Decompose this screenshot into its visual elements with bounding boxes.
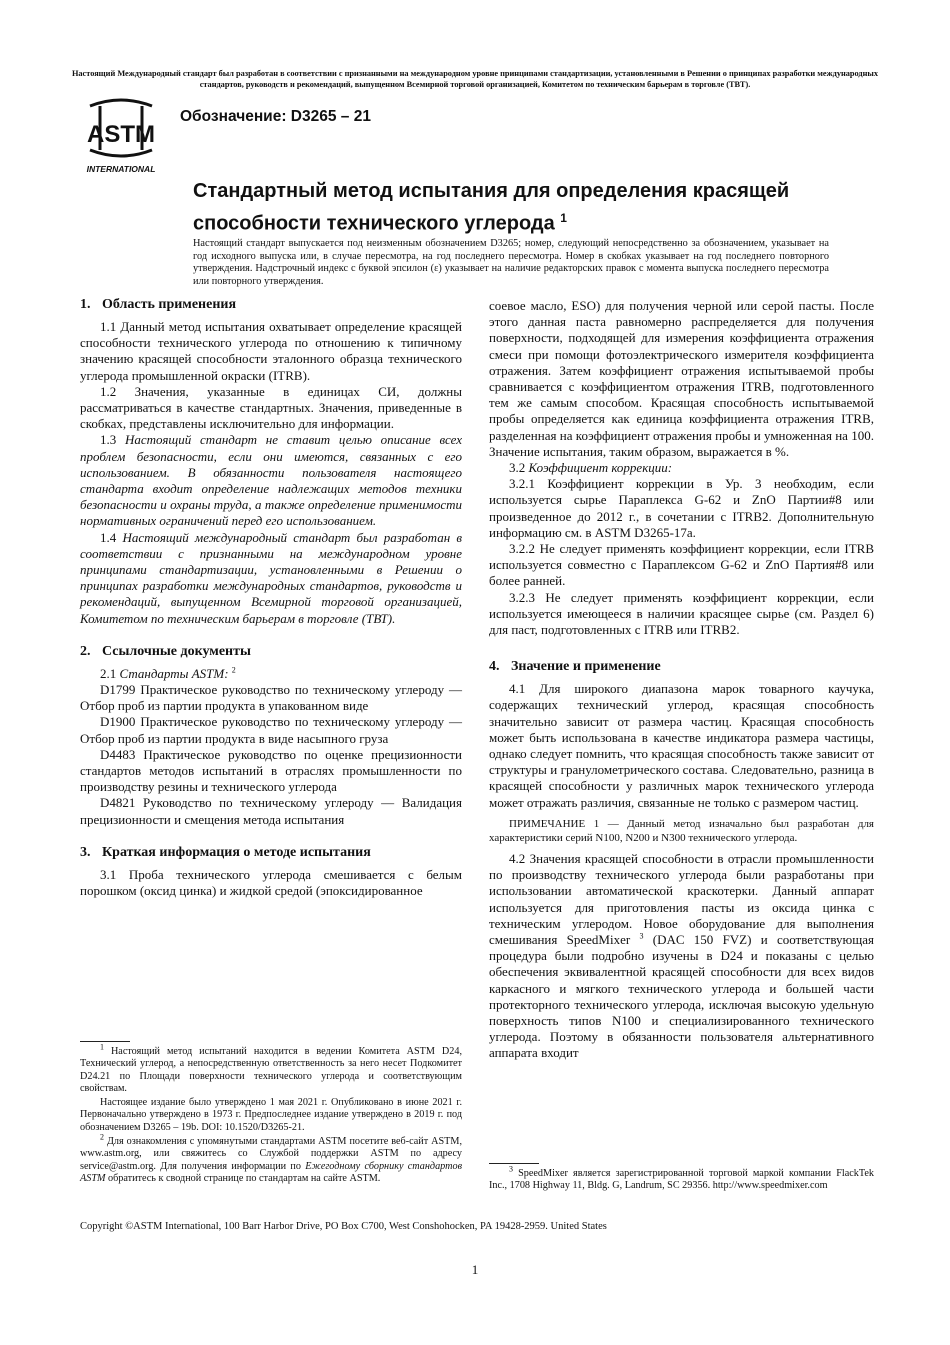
top-note: Настоящий Международный стандарт был разработан в соответствии с признанными на международном уровне принципами стандартизации, установленными в Решении о принципах разработки международных стандартов, руководств и рекомендаций, выпущенном Всемирной торговой организацией, Комитетом по техническим барьерам в торговле (ТВТ). bbox=[71, 69, 879, 89]
note-1: ПРИМЕЧАНИЕ 1 — Данный метод изначально был разработан для характеристики серий N100, N200 и N300 технического углерода. bbox=[489, 817, 874, 844]
footnotes-left bbox=[80, 1042, 462, 1187]
footnote-3: $^3$ SpeedMixer является зарегистрированной торговой маркой компании FlackTek Inc., 1708 Highway 11, Bldg. G, Landrum, SC 29356. http://www.speedmixer.com bbox=[489, 1164, 874, 1192]
paragraph-1-3: 1.3 Настоящий стандарт не ставит целью описание всех проблем безопасности, если они имеются, связанных с его использованием. В обязанности пользователя настоящего стандарта входит определение надлежащих методов техники безопасности и охраны труда, а также определение применимости нормативных ограничений перед его использованием. bbox=[80, 432, 462, 529]
copyright: Copyright ©ASTM International, 100 Barr Harbor Drive, PO Box C700, West Conshohocken, PA 19428-2959. United States bbox=[80, 1221, 607, 1232]
paragraph-3-2-3: 3.2.3 Не следует применять коэффициент коррекции, если используется имеющееся в наличии красящее сырье (см. Раздел 6) для паст, подготовленных с ITRB или ITRB2. bbox=[489, 589, 874, 638]
footnote-2: $^2$ Для ознакомления с упомянутыми стандартами ASTM посетите веб-сайт ASTM, www.astm.org, или свяжитесь со Службой поддержки ASTM по адресу service@astm.org. Для получения информации по Ежегодному сборнику стандартов ASTM обратитесь к сводной странице по стандартам на сайте ASTM. bbox=[80, 1132, 462, 1184]
paragraph-2-1: 2.1 Стандарты ASTM: $^2$ bbox=[100, 665, 236, 681]
paragraph-3-2-2: 3.2.2 Не следует применять коэффициент коррекции, если ITRB используется совместно с Параплексом G-62 и ZnO Партия#8 или более ранней. bbox=[489, 541, 874, 589]
footnote-1-edition: Настоящее издание было утверждено 1 мая 2021 г. Опубликовано в июне 2021 г. Первоначально утверждено в 1973 г. Предпоследнее издание утверждено в 2019 г. под обозначением D3265 – 19b. DOI: 10.1520/D3265-21. bbox=[80, 1097, 462, 1133]
reference-d4483: D4483 Практическое руководство по оценке прецизионности стандартов методов испытаний в отраслях промышленности по производству резины и технического углерода bbox=[80, 746, 462, 795]
astm-logo bbox=[80, 98, 162, 176]
paragraph-3-2-1: 3.2.1 Коэффициент коррекции в Ур. 3 необходим, если используется сырье Параплекса G-62 и ZnO Партии#8 или произведенное до 2012 г., в сочетании с ITRB2. Дополнительную информацию см. в ASTM D3265-17a. bbox=[489, 476, 874, 540]
paragraph-3-1-start: 3.1 Проба технического углерода смешивается с белым порошком (оксид цинка) и жидкой средой (эпоксидированное bbox=[80, 866, 462, 899]
paragraph-3-2: 3.2 Коэффициент коррекции: bbox=[509, 460, 673, 476]
footnote-rule-right bbox=[489, 1163, 539, 1164]
section-2-heading: 2. Ссылочные документы bbox=[80, 643, 251, 659]
footnotes-right bbox=[489, 1164, 874, 1195]
logo-subtext: INTERNATIONAL bbox=[86, 164, 156, 174]
paragraph-4-2: 4.2 Значения красящей способности в отрасли промышленности по производству технического углерода были разработаны при использовании автоматической краскотерки. Данный аппарат используется для приготовления пасты из оксида цинка с техническим углеродом. Новое оборудование для выполнения смешивания SpeedMixer $^3$ (DAC 150 FVZ) и соответствующая процедура были подробно изучены в D24 и показаны с целью обеспечения эквивалентной красящей способности для всех видов каркасного и мягкого технического углерода и большей части протекторного технического углерода, исключая высокую удельную поверхность типов N100 и специализированного технического углерода. Поэтому в обязанности пользователя альтернативного аппарата входит bbox=[489, 850, 875, 1061]
title-footnote-ref: 1 bbox=[560, 211, 567, 225]
paragraph-1-4: 1.4 Настоящий международный стандарт был разработан в соответствии с признанными на международном уровне принципами стандартизации, установленными в Решении о принципах разработки международных стандартов, руководств и рекомендаций, выпущенном Всемирной торговой организацией, Комитетом по техническим барьерам в торговле (ТВТ). bbox=[80, 529, 463, 626]
designation: Обозначение: D3265 – 21 bbox=[180, 108, 371, 125]
section-4-heading: 4. Значение и применение bbox=[489, 659, 661, 675]
paragraph-4-1: 4.1 Для широкого диапазона марок товарного каучука, содержащих технический углерод, красящая способность значительно зависит от размера частиц. Красящая способность может быть использована в качестве индикатора размера частицы, однако следует помнить, что красящая способность также зависит от структуры и гранулометрического состава. Следовательно, разница в красящей способности у различных марок технического углерода может отражать различия, связанные не только с размером частиц. bbox=[489, 681, 874, 810]
right-column bbox=[489, 298, 874, 1062]
reference-d1799: D1799 Практическое руководство по техническому углероду — Отбор проб из партии продукта в упакованном виде bbox=[80, 682, 462, 714]
logo-text: ASTM bbox=[87, 121, 155, 148]
section-3-heading: 3. Краткая информация о методе испытания bbox=[80, 844, 371, 860]
footnote-rule-left bbox=[80, 1041, 130, 1042]
page-number: 1 bbox=[471, 1262, 479, 1277]
reference-d4821: D4821 Руководство по техническому углероду — Валидация прецизионности и смещения метода испытания bbox=[80, 795, 462, 827]
left-column bbox=[80, 296, 462, 899]
section-1-heading: 1. Область применения bbox=[80, 297, 237, 312]
paragraph-3-1-continued: соевое масло, ESO) для получения черной или серой пасты. После этого данная паста равномерно распределяется для получения поверхности, подходящей для измерения коэффициента отражения смеси при помощи фотоэлектрического измерителя коэффициента отражения. Затем коэффициент отражения испытываемой пробы сравнивается с коэффициентом отражения ITRB, подготовленного тем же самым способом. Красящая способность испытываемой пробы определяется как единица коэффициента отражения ITRB, разделенная на коэффициент отражения пробы и умноженная на 100. Значение испытания, таким образом, выражается в %. bbox=[489, 298, 874, 459]
title-text: Стандартный метод испытания для определения красящей способности технического углерода bbox=[193, 180, 790, 235]
intro-paragraph: Настоящий стандарт выпускается под неизменным обозначением D3265; номер, следующий непосредственно за обозначением, указывает на год исходного выпуска или, в случае пересмотра, на год последнего пересмотра. Номер в скобках указывает на год последнего повторного утверждения. Надстрочный индекс с буквой эпсилон (ε) указывает на наличие редакторских правок с момента выпуска последнего пересмотра или повторного утверждения. bbox=[193, 238, 829, 287]
reference-d1900: D1900 Практическое руководство по техническому углероду — Отбор проб из партии продукта в виде насыпного груза bbox=[80, 714, 462, 746]
page-title bbox=[193, 178, 873, 238]
paragraph-1-1: 1.1 Данный метод испытания охватывает определение красящей способности технического углерода по отношению к типичному значению красящей способности эталонного образца технического углерода промышленной окраски (ITRB). bbox=[80, 319, 462, 383]
paragraph-1-2: 1.2 Значения, указанные в единицах СИ, должны рассматриваться в качестве стандартных. Значения, приведенные в скобках, представлены исключительно для информации. bbox=[80, 383, 462, 432]
footnote-1: $^1$ Настоящий метод испытаний находится в ведении Комитета ASTM D24, Технический углерод, а непосредственную ответственность за него несет Подкомитет D24.21 по Площади поверхности технического углерода и соответствующим свойствам. bbox=[80, 1042, 462, 1094]
